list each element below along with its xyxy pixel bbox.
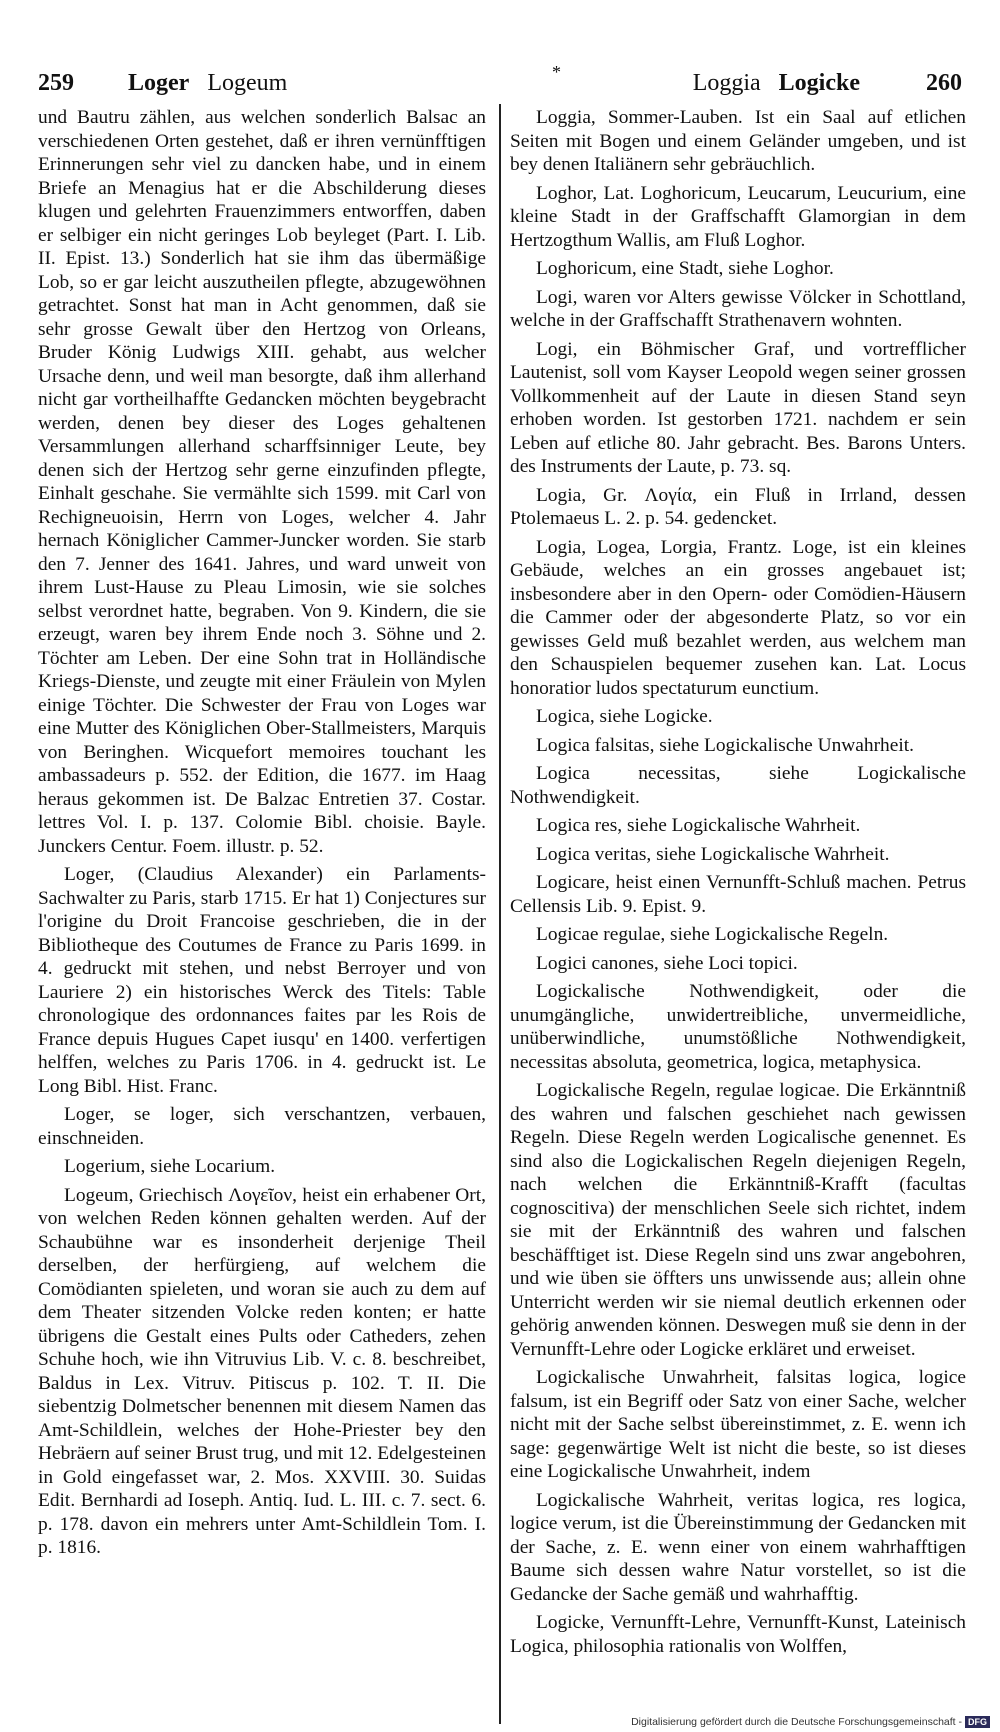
entry-paragraph: Loggia, Sommer-Lauben. Ist ein Saal auf etlichen Seiten mit Bogen und einem Geländer umgeben, und ist bey denen Italiänern sehr gebräuchlich. xyxy=(510,107,966,175)
entry-paragraph: Loghor, Lat. Loghoricum, Leucarum, Leucurium, eine kleine Stadt in der Graffschafft Glamorgian in dem Hertzogthum Wallis, am Fluß Loghor. xyxy=(510,182,966,251)
digitization-credit xyxy=(631,1716,990,1728)
entry-paragraph: Logia, Logea, Lorgia, Frantz. Loge, ist ein kleines Gebäude, welches an ein grosses angebauet ist; insbesondere aber in den Opern- oder Comödien-Häusern die Cammer oder der abgesonderte Platz, so vor ein gewisses Geld muß bezahlet werden, aus welchem man den Schauspielen bequemer zusehen kan. Lat. Locus honoratior ludos spectaturum eunctium. xyxy=(510,536,966,699)
guide-word-right: Loggia xyxy=(692,70,761,96)
entry-paragraph: Loghoricum, eine Stadt, siehe Loghor. xyxy=(536,258,834,279)
dfg-logo-badge: DFG xyxy=(965,1716,990,1728)
entry-paragraph: Logi, ein Böhmischer Graf, und vortrefflicher Lautenist, soll vom Kayser Leopold wegen seiner grossen Vollkommenheit auf der Laute in diesen Stand seyn erhoben worden. Ist gestorben 1721. nachdem er sein Leben auf etliche 80. Jahr gebracht. Bes. Barons Unters. des Instruments der Laute, p. 73. sq. xyxy=(510,338,966,477)
entry-paragraph: Loger, se loger, sich verschantzen, verbauen, einschneiden. xyxy=(38,1104,486,1149)
right-column xyxy=(510,106,966,1663)
left-column xyxy=(38,106,486,1565)
entry-paragraph: Logickalische Nothwendigkeit, oder die unumgängliche, unwidertreibliche, unvermeidliche, unüberwindliche, unumstößliche Nothwendigkeit, necessitas absoluta, geometrica, logica, metaphysica. xyxy=(510,981,966,1073)
page-header xyxy=(38,62,962,102)
entry-paragraph: Logickalische Regeln, regulae logicae. Die Erkänntniß des wahren und falschen geschiehet nach gewissen Regeln. Diese Regeln werden Logicalische genennet. Es sind also die Logickalischen Regeln diejenigen Regeln, nach welchen die Erkänntniß-Krafft (facultas cognoscitiva) der menschlichen Seele sich richtet, indem sie mit der Erkänntniß des wahren und falschen beschäfftiget ist. Diese Regeln sind uns zwar angebohren, und wie üben sie öffters uns unwissende aus; allein ohne Unterricht werden wir sie niemal deutlich erkennen oder gehörig anwenden können. Deswegen muß sie denn in der Vernunfft-Lehre oder Logicke erkläret und erweiset. xyxy=(510,1080,966,1360)
column-divider xyxy=(499,104,501,1724)
header-mark: * xyxy=(552,62,561,82)
entry-paragraph: Logickalische Unwahrheit, falsitas logica, logice falsum, ist ein Begriff oder Satz von einer Sache, welcher nicht mit der Sache selbst übereinstimmet, z. E. wenn ich sage: gegenwärtige Welt ist nicht die beste, so ist dieses eine Logickalische Unwahrheit, indem xyxy=(510,1367,966,1482)
entry-paragraph: Logica res, siehe Logickalische Wahrheit. xyxy=(536,815,861,836)
entry-paragraph: Logia, Gr. Λογία, ein Fluß in Irrland, dessen Ptolemaeus L. 2. p. 54. gedencket. xyxy=(510,484,966,529)
entry-paragraph: Logicae regulae, siehe Logickalische Regeln. xyxy=(536,924,889,945)
entry-paragraph: Logica necessitas, siehe Logickalische Nothwendigkeit. xyxy=(510,763,966,808)
guide-word-right-2: Logicke xyxy=(778,70,860,96)
entry-paragraph: Logica, siehe Logicke. xyxy=(536,706,713,727)
entry-paragraph: Logi, waren vor Alters gewisse Völcker in Schottland, welche in der Graffschafft Strathenavern wohnten. xyxy=(510,286,966,331)
header-right xyxy=(693,70,962,97)
entry-paragraph: Logeum, Griechisch Λογεῖον, heist ein erhabener Ort, von welchen Reden können gehalten werden. Auf der Schaubühne war es insonderheit derjenige Theil derselben, der herfürgieng, auf welchem die Comödianten spieleten, und woran sie auch zu dem auf dem Theater sitzenden Volcke reden konten; er hatte übrigens die Gestalt eines Pults oder Catheders, zehen Schuhe hoch, wie ihn Vitruvius Lib. V. c. 8. beschreibet, Baldus in Lex. Vitruv. Pitiscus p. 102. T. II. Die siebentzig Dolmetscher benennen mit diesem Namen das Amt-Schildlein, welches der Hohe-Priester bey den Hebräern auf seiner Brust trug, und mit 12. Edelgesteinen in Gold eingefasset war, 2. Mos. XXVIII. 30. Suidas Edit. Bernhardi ad Ioseph. Antiq. Iud. L. III. c. 7. sect. 6. p. 178. davon ein mehrers unter Amt-Schildlein Tom. I. p. 1816. xyxy=(38,1184,487,1558)
entry-paragraph: Logica veritas, siehe Logickalische Wahrheit. xyxy=(536,843,890,865)
entry-paragraph: und Bautru zählen, aus welchen sonderlich Balsac an verschiedenen Orten gestehet, daß er ihren vernünfftigen Erinnerungen sehr viel zu dancken habe, und in einem Briefe an Menagius hat er die Abschilderung dieses klugen und gelehrten Frauenzimmers entworffen, daben er selbiger ein nicht geringes Lob beyleget (Part. I. Lib. II. Epist. 13.) Sonderlich hat sie ihm das übermäßige Lob, so er gar leicht auszutheilen pflegte, abzugewöhnen getrachtet. Sonst hat man in Acht genommen, daß sie sehr grosse Gewalt über den Hertzog von Orleans, Bruder König Ludwigs XIII. gehabt, aus welcher Ursache denn, und weil man besorgte, daß ihm allerhand nicht gar vortheilhaffte Gedancken möchten beygebracht werden, denen bey dieser des Loges gehaltenen Versammlungen allerhand scharffsinniger Leute, bey denen sich der Hertzog sehr gerne einzufinden pflegte, Einhalt geschahe. Sie vermählte sich 1599. mit Carl von Rechigneuoisin, Herrn von Loges, welcher 4. Jahr hernach Königlicher Cammer-Juncker worden. Sie starb den 7. Jenner des 1641. Jahres, und ward unweit von ihrem Lust-Hause zu Pleau Limosin, wie sie solches selbst verordnet hatte, begraben. Von 9. Kindern, die sie erzeugt, waren bey ihrem Ende noch 3. Söhne und 2. Töchter am Leben. Der eine Sohn trat in Holländische Kriegs-Dienste, und zeugte mit einer Fräulein von Mylen einige Töchter. Die Schwester der Frau von Loges war eine Mutter des Königlichen Ober-Stallmeisters, Marquis von Beringhen. Wicquefort memoires touchant les ambassadeurs p. 552. der Edition, die 1677. im Haag heraus gekommen ist. De Balzac Entretien 37. Costar. lettres Vol. I. p. 137. Colomie Bibl. choisie. Bayle. Junckers Centur. Foem. illustr. p. 52. xyxy=(38,107,486,857)
entry-paragraph: Loger, (Claudius Alexander) ein Parlaments-Sachwalter zu Paris, starb 1715. Er hat 1) Conjectures sur l'origine du Droit Francoise geschrieben, die in der Bibliotheque des Coutumes de France zu Paris 1699. in 4. gedruckt mit stehen, und nebst Berroyer und von Lauriere 2) ein historisches Werck des Titels: Table chronologique des ordonnances faites par les Rois de France depuis Hugues Capet iusqu' en 1400. verfertigen helffen, welches zu Paris 1706. in 4. gedruckt ist. Le Long Bibl. Hist. Franc. xyxy=(38,864,486,1097)
credit-text: Digitalisierung gefördert durch die Deutsche Forschungsgemeinschaft - xyxy=(631,1716,962,1728)
entry-paragraph: Logica falsitas, siehe Logickalische Unwahrheit. xyxy=(536,734,914,756)
entry-paragraph: Logici canones, siehe Loci topici. xyxy=(536,952,798,974)
page-number-right: 260 xyxy=(926,70,962,96)
guide-word-left-2: Logeum xyxy=(207,70,288,96)
entry-paragraph: Logicke, Vernunfft-Lehre, Vernunfft-Kunst, Lateinisch Logica, philosophia rationalis von Wolffen, xyxy=(510,1612,966,1657)
entry-paragraph: Logickalische Wahrheit, veritas logica, res logica, logice verum, ist die Übereinstimmung der Gedancken mit der Sache, z. E. wenn einer von einem wahrhafftigen Baume sich dessen wahre Natur vorstellet, so ist die Gedancke der Sache gemäß und wahrhafftig. xyxy=(510,1489,966,1605)
header-left xyxy=(38,70,287,97)
entry-paragraph: Logerium, siehe Locarium. xyxy=(64,1156,276,1177)
guide-word-left: Loger xyxy=(128,70,190,96)
page-number-left: 259 xyxy=(38,70,74,96)
entry-paragraph: Logicare, heist einen Vernunfft-Schluß machen. Petrus Cellensis Lib. 9. Epist. 9. xyxy=(510,872,966,917)
